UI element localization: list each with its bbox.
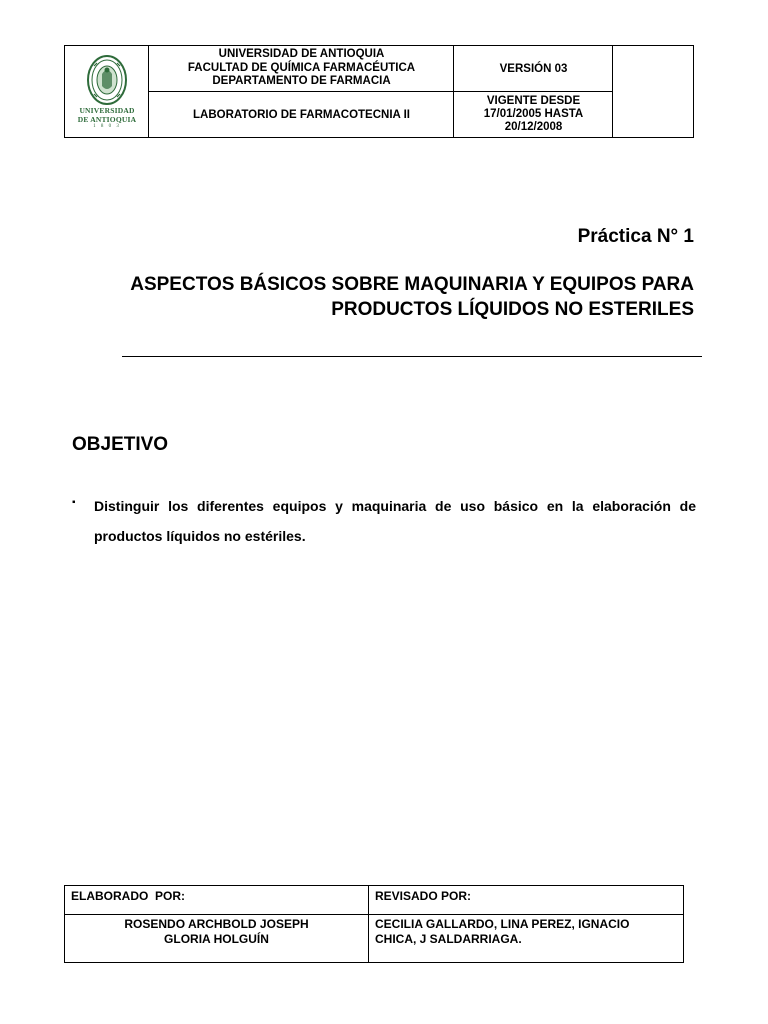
reviewers bbox=[375, 917, 675, 947]
reviewed-by-label: REVISADO POR: bbox=[375, 889, 472, 903]
authors bbox=[65, 917, 368, 947]
empty-cell bbox=[613, 46, 693, 137]
practice-title-line1: ASPECTOS BÁSICOS SOBRE MAQUINARIA Y EQUIPOS PARA bbox=[130, 274, 694, 295]
validity-line1: VIGENTE DESDE bbox=[486, 95, 581, 107]
logo-name-line1: UNIVERSIDAD bbox=[79, 106, 135, 115]
institution-line1: UNIVERSIDAD DE ANTIOQUIA bbox=[218, 48, 385, 61]
university-logo bbox=[65, 46, 149, 137]
validity-line3: 20/12/2008 bbox=[504, 121, 563, 133]
objective-text: Distinguir los diferentes equipos y maquinaria de uso básico en la elaboración de productos líquidos no estériles. bbox=[94, 498, 696, 544]
institution-line2: FACULTAD DE QUÍMICA FARMACÉUTICA bbox=[187, 61, 416, 74]
institution-line3: DEPARTAMENTO DE FARMACIA bbox=[212, 75, 391, 88]
bullet-icon: ▪ bbox=[72, 497, 76, 508]
validity-line2: 17/01/2005 HASTA bbox=[483, 108, 584, 120]
prepared-by-label: ELABORADO POR: bbox=[71, 889, 185, 903]
logo-name-line2: DE ANTIOQUIA bbox=[77, 115, 137, 124]
practice-number: Práctica N° 1 bbox=[577, 226, 694, 247]
practice-title bbox=[54, 272, 694, 322]
institution-block bbox=[149, 46, 454, 91]
authors-line1: ROSENDO ARCHBOLD JOSEPH bbox=[124, 917, 309, 931]
document-header-table bbox=[64, 45, 694, 138]
signature-table bbox=[64, 885, 684, 963]
logo-year: 1 8 0 3 bbox=[93, 124, 121, 129]
version-label: VERSIÓN 03 bbox=[499, 62, 568, 75]
reviewers-line1: CECILIA GALLARDO, LINA PEREZ, IGNACIO bbox=[375, 917, 630, 931]
footer-divider bbox=[368, 886, 369, 962]
validity-block bbox=[454, 92, 613, 137]
practice-title-line2: PRODUCTOS LÍQUIDOS NO ESTERILES bbox=[331, 299, 694, 320]
lab-name: LABORATORIO DE FARMACOTECNIA II bbox=[192, 108, 410, 121]
reviewers-line2: CHICA, J SALDARRIAGA. bbox=[375, 932, 522, 946]
title-divider bbox=[122, 356, 702, 357]
university-seal-icon bbox=[85, 54, 129, 106]
authors-line2: GLORIA HOLGUÍN bbox=[164, 932, 269, 946]
objective-heading: OBJETIVO bbox=[72, 434, 169, 455]
footer-divider bbox=[65, 914, 683, 915]
